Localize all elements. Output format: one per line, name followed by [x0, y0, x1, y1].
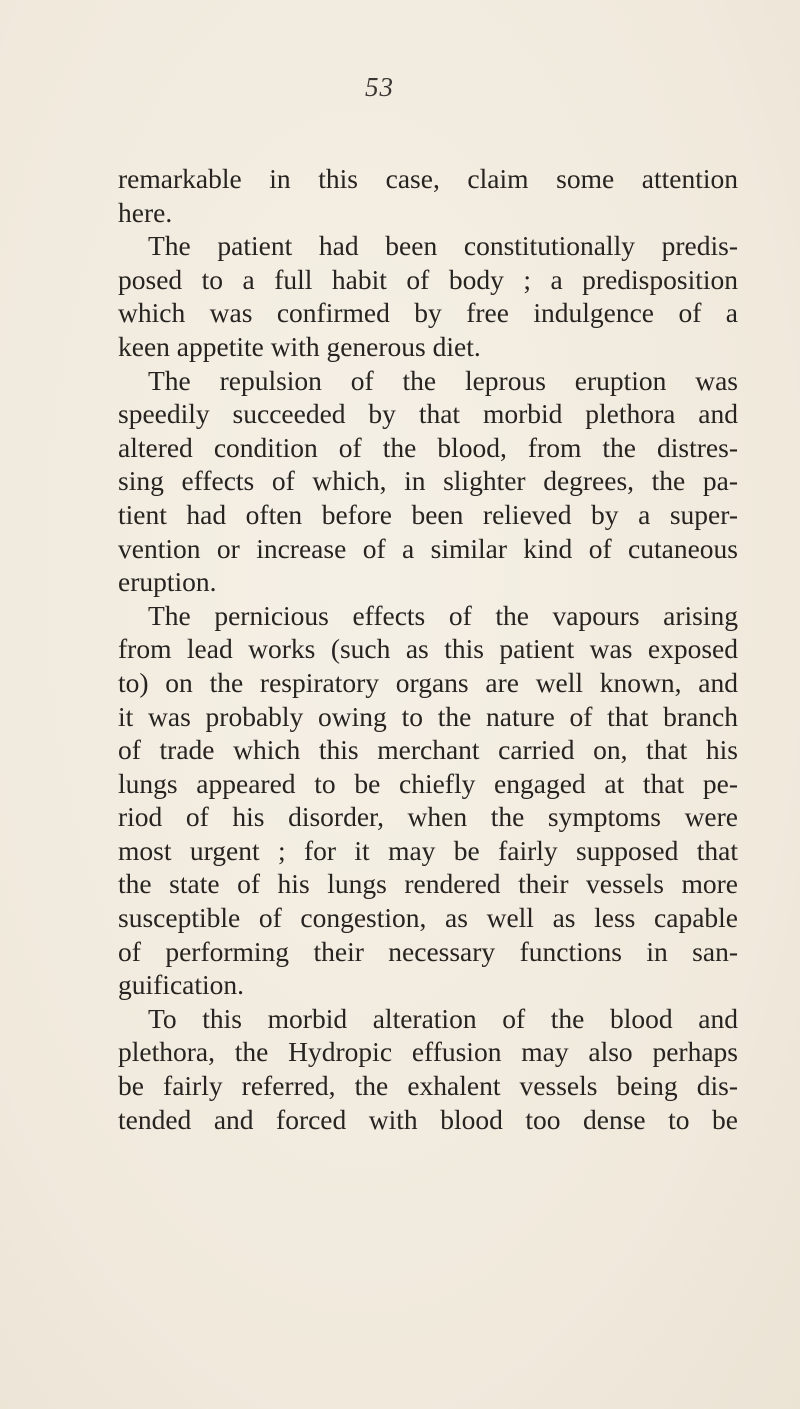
text-line: most urgent ; for it may be fairly supposed that: [118, 834, 738, 866]
text-line: vention or increase of a similar kind of cutaneous: [118, 532, 738, 564]
text-line: of trade which this merchant carried on, that his: [118, 734, 738, 766]
text-line: plethora, the Hydropic effusion may also perhaps: [118, 1036, 738, 1068]
text-line: guification.: [118, 969, 245, 1001]
text-line: from lead works (such as this patient was exposed: [118, 633, 738, 665]
text-line: altered condition of the blood, from the distres-: [118, 431, 738, 463]
text-line: posed to a full habit of body ; a predisposition: [118, 263, 738, 295]
text-line: The repulsion of the leprous eruption was: [148, 364, 738, 396]
text-line: of performing their necessary functions in san-: [118, 935, 738, 967]
page-number: 53: [365, 72, 394, 102]
text-line: tended and forced with blood too dense to be: [118, 1103, 738, 1135]
text-line: be fairly referred, the exhalent vessels being dis-: [118, 1070, 738, 1102]
text-line: to) on the respiratory organs are well known, and: [118, 666, 738, 698]
text-line: which was confirmed by free indulgence of a: [118, 297, 738, 329]
text-line: remarkable in this case, claim some attention: [118, 163, 738, 194]
text-line: keen appetite with generous diet.: [118, 330, 481, 362]
text-line: it was probably owing to the nature of that branch: [118, 700, 738, 732]
body-text: [118, 162, 738, 1136]
text-line: The patient had been constitutionally predis-: [148, 230, 738, 262]
text-line: sing effects of which, in slighter degrees, the pa-: [118, 465, 738, 497]
text-line: To this morbid alteration of the blood and: [148, 1002, 738, 1034]
text-line: speedily succeeded by that morbid plethora and: [118, 398, 738, 430]
text-line: eruption.: [118, 566, 217, 598]
text-line: the state of his lungs rendered their vessels more: [118, 868, 738, 900]
text-line: lungs appeared to be chiefly engaged at that pe-: [118, 767, 738, 799]
text-line: The pernicious effects of the vapours arising: [148, 599, 738, 631]
text-line: here.: [118, 196, 173, 228]
text-line: susceptible of congestion, as well as less capable: [118, 902, 738, 934]
text-line: riod of his disorder, when the symptoms were: [118, 801, 738, 833]
text-line: tient had often before been relieved by a super-: [118, 498, 738, 530]
